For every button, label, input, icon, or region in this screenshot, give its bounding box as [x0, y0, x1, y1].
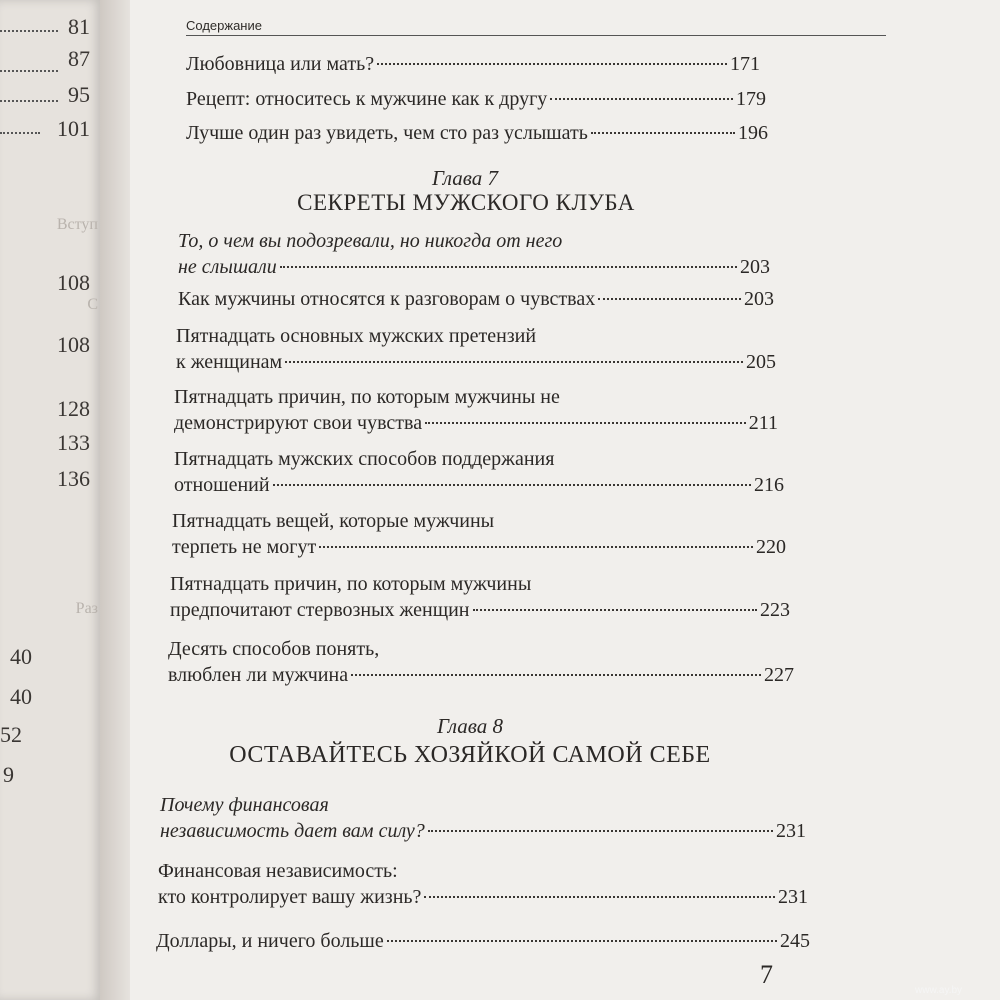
entry-text: Пятнадцать мужских способов поддержания [174, 448, 555, 470]
dot-leader [280, 266, 737, 268]
entry-text: терпеть не могут [172, 536, 317, 558]
chapter-label: Глава 8 [437, 714, 503, 738]
entry-page: 231 [776, 820, 806, 842]
chapter-label: Глава 7 [432, 166, 498, 190]
toc-entry [176, 323, 776, 375]
entry-page: 179 [736, 88, 766, 110]
entry-page: 227 [764, 664, 794, 686]
left-page-number: 133 [57, 430, 90, 455]
entry-text: Почему финансовая [160, 794, 329, 816]
entry-text: Лучше один раз увидеть, чем сто раз услышать [186, 122, 588, 144]
entry-text: То, о чем вы подозревали, но никогда от него [178, 230, 563, 252]
leader-line [0, 132, 40, 134]
entry-text: Пятнадцать основных мужских претензий [176, 325, 537, 347]
toc-entry [186, 86, 766, 112]
dot-leader [598, 298, 741, 300]
dot-leader [424, 896, 775, 898]
entry-page: 245 [780, 930, 810, 952]
left-page-number: 95 [68, 82, 90, 107]
entry-text: Как мужчины относятся к разговорам о чувствах [178, 288, 596, 310]
entry-text: влюблен ли мужчина [168, 664, 349, 686]
entry-page: 211 [748, 412, 778, 434]
dot-leader [550, 98, 733, 100]
dot-leader [377, 63, 727, 65]
entry-page: 205 [746, 351, 776, 373]
watermark: www.ay.by [915, 985, 963, 996]
left-page-ghost-text: Вступ [56, 216, 98, 233]
entry-text: отношений [174, 474, 270, 496]
left-page-number: 52 [0, 722, 22, 747]
entry-text: Пятнадцать причин, по которым мужчины [170, 573, 532, 595]
dot-leader [473, 609, 757, 611]
dot-leader [387, 940, 777, 942]
dot-leader [285, 361, 743, 363]
chapter-title: СЕКРЕТЫ МУЖСКОГО КЛУБА [297, 190, 635, 215]
entry-page: 203 [740, 256, 770, 278]
leader-line [0, 30, 58, 32]
left-page-number: 108 [57, 332, 90, 357]
contents-page [130, 0, 1000, 1000]
left-page-number: 87 [68, 46, 90, 71]
left-page-ghost-text: Раз [75, 600, 98, 617]
left-page-number: 101 [57, 116, 90, 141]
leader-line [0, 100, 58, 102]
toc-entry [186, 120, 768, 146]
toc-entry [158, 858, 808, 910]
left-page-number: 40 [10, 644, 32, 669]
toc-entry [174, 384, 778, 436]
entry-text: не слышали [178, 256, 277, 278]
leader-line [0, 70, 58, 72]
left-page-number: 128 [57, 396, 90, 421]
left-page-ghost-text: С [87, 296, 98, 313]
toc-entry [174, 446, 784, 498]
dot-leader [425, 422, 746, 424]
toc-entry [178, 228, 770, 280]
toc-entry [156, 928, 810, 954]
entry-page: 203 [744, 288, 774, 310]
left-page-number: 81 [68, 14, 90, 39]
entry-text: Десять способов понять, [168, 638, 380, 660]
entry-page: 196 [738, 122, 768, 144]
left-facing-page [0, 0, 102, 1000]
entry-text: Финансовая независимость: [158, 860, 398, 882]
entry-page: 223 [760, 599, 790, 621]
entry-page: 220 [756, 536, 786, 558]
entry-text: Доллары, и ничего больше [156, 930, 384, 952]
chapter-title: ОСТАВАЙТЕСЬ ХОЗЯЙКОЙ САМОЙ СЕБЕ [229, 742, 711, 768]
entry-text: Пятнадцать вещей, которые мужчины [172, 510, 495, 532]
entry-text: Рецепт: относитесь к мужчине как к другу [186, 88, 548, 110]
entry-text: кто контролирует вашу жизнь? [158, 886, 422, 908]
entry-page: 171 [730, 53, 760, 75]
left-page-number: 136 [57, 466, 90, 491]
entry-text: независимость дает вам силу? [160, 820, 425, 842]
entry-page: 231 [778, 886, 808, 908]
left-page-number: 108 [57, 270, 90, 295]
toc-entry [160, 792, 806, 844]
entry-text: Пятнадцать причин, по которым мужчины не [174, 386, 560, 408]
toc-entry [172, 508, 786, 560]
entry-text: предпочитают стервозных женщин [170, 599, 470, 621]
dot-leader [351, 674, 761, 676]
dot-leader [273, 484, 751, 486]
toc-entry [186, 51, 760, 77]
toc-entry [170, 571, 790, 623]
entry-page: 216 [754, 474, 784, 496]
toc-entry [178, 286, 774, 312]
dot-leader [319, 546, 753, 548]
entry-text: к женщинам [176, 351, 283, 373]
entry-text: демонстрируют свои чувства [174, 412, 423, 434]
dot-leader [428, 830, 773, 832]
dot-leader [591, 132, 735, 134]
left-page-number: 40 [10, 684, 32, 709]
entry-text: Любовница или мать? [186, 53, 375, 75]
left-page-number: 9 [3, 762, 14, 787]
page-number: 7 [760, 960, 773, 989]
toc-entry [168, 636, 794, 688]
running-head: Содержание [186, 18, 886, 36]
